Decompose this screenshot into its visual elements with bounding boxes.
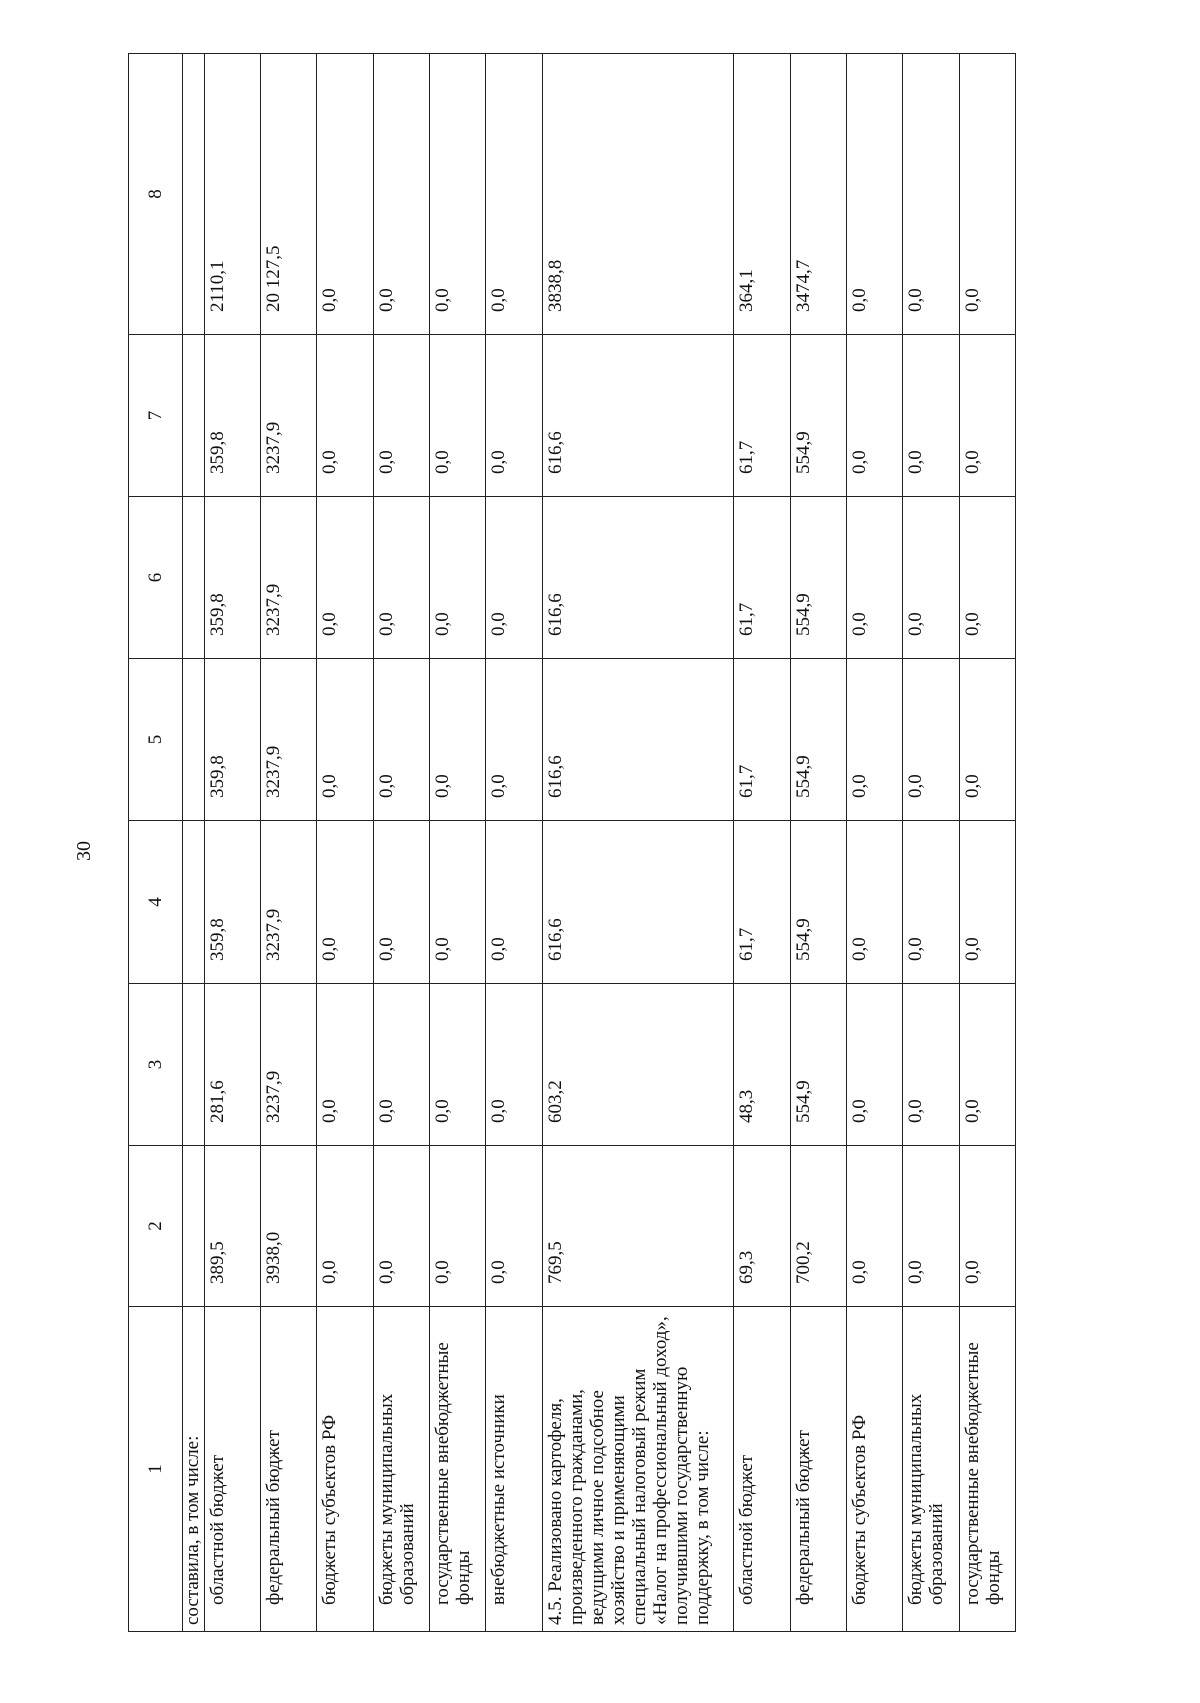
row-label: бюджеты субъектов РФ <box>846 1307 902 1632</box>
value-cell: 0,0 <box>903 1146 959 1307</box>
row-label: государственные внебюджетные фонды <box>959 1307 1015 1632</box>
row-label: бюджеты субъектов РФ <box>317 1307 373 1632</box>
row-label: государственные внебюджетные фонды <box>430 1307 486 1632</box>
value-cell: 616,6 <box>542 497 734 659</box>
value-cell: 61,7 <box>734 821 790 984</box>
header-cell: 7 <box>129 335 183 497</box>
value-cell: 0,0 <box>430 54 486 335</box>
value-cell: 0,0 <box>486 497 542 659</box>
value-cell: 0,0 <box>317 497 373 659</box>
value-cell: 2110,1 <box>204 54 260 335</box>
value-cell: 0,0 <box>959 335 1015 497</box>
table-row <box>373 54 429 1632</box>
value-cell: 0,0 <box>903 821 959 984</box>
table-row <box>261 54 317 1632</box>
value-cell: 0,0 <box>903 659 959 821</box>
table-row <box>430 54 486 1632</box>
budget-table <box>128 53 1016 1632</box>
value-cell: 48,3 <box>734 984 790 1146</box>
value-cell: 554,9 <box>790 659 846 821</box>
value-cell: 281,6 <box>204 984 260 1146</box>
value-cell: 69,3 <box>734 1146 790 1307</box>
row-label: федеральный бюджет <box>790 1307 846 1632</box>
table-row <box>903 54 959 1632</box>
value-cell: 0,0 <box>317 335 373 497</box>
value-cell: 0,0 <box>486 984 542 1146</box>
value-cell: 0,0 <box>846 659 902 821</box>
value-cell: 3237,9 <box>261 497 317 659</box>
value-cell: 0,0 <box>430 659 486 821</box>
row-label: составила, в том числе: <box>183 1307 205 1632</box>
header-cell: 3 <box>129 984 183 1146</box>
row-label: внебюджетные источники <box>486 1307 542 1632</box>
value-cell: 389,5 <box>204 1146 260 1307</box>
table-row <box>486 54 542 1632</box>
table-row <box>846 54 902 1632</box>
value-cell: 0,0 <box>373 659 429 821</box>
value-cell: 616,6 <box>542 659 734 821</box>
header-cell: 4 <box>129 821 183 984</box>
value-cell: 0,0 <box>486 335 542 497</box>
value-cell: 0,0 <box>959 54 1015 335</box>
value-cell: 0,0 <box>430 821 486 984</box>
value-cell: 61,7 <box>734 497 790 659</box>
value-cell: 554,9 <box>790 984 846 1146</box>
row-label: федеральный бюджет <box>261 1307 317 1632</box>
value-cell: 554,9 <box>790 497 846 659</box>
value-cell: 0,0 <box>846 497 902 659</box>
value-cell: 0,0 <box>430 497 486 659</box>
table-row <box>542 54 734 1632</box>
value-cell: 0,0 <box>486 1146 542 1307</box>
value-cell: 0,0 <box>846 984 902 1146</box>
value-cell: 0,0 <box>317 821 373 984</box>
value-cell: 0,0 <box>317 659 373 821</box>
value-cell: 3237,9 <box>261 821 317 984</box>
value-cell: 0,0 <box>373 1146 429 1307</box>
value-cell: 0,0 <box>846 1146 902 1307</box>
value-cell: 3237,9 <box>261 984 317 1146</box>
value-cell: 0,0 <box>373 335 429 497</box>
value-cell <box>183 497 205 659</box>
row-label: бюджеты муниципальных образований <box>373 1307 429 1632</box>
value-cell <box>183 1146 205 1307</box>
value-cell <box>183 984 205 1146</box>
value-cell: 0,0 <box>373 821 429 984</box>
value-cell: 3938,0 <box>261 1146 317 1307</box>
header-cell: 6 <box>129 497 183 659</box>
value-cell: 0,0 <box>903 984 959 1146</box>
value-cell: 0,0 <box>959 984 1015 1146</box>
header-cell: 1 <box>129 1307 183 1632</box>
value-cell: 603,2 <box>542 984 734 1146</box>
header-cell: 2 <box>129 1146 183 1307</box>
value-cell: 616,6 <box>542 335 734 497</box>
row-label: областной бюджет <box>204 1307 260 1632</box>
value-cell: 61,7 <box>734 335 790 497</box>
value-cell: 0,0 <box>373 984 429 1146</box>
value-cell: 0,0 <box>903 335 959 497</box>
value-cell: 0,0 <box>959 821 1015 984</box>
value-cell: 3237,9 <box>261 659 317 821</box>
table-row <box>790 54 846 1632</box>
header-cell: 5 <box>129 659 183 821</box>
value-cell: 359,8 <box>204 659 260 821</box>
value-cell: 0,0 <box>373 497 429 659</box>
value-cell: 616,6 <box>542 821 734 984</box>
value-cell: 0,0 <box>486 821 542 984</box>
value-cell: 769,5 <box>542 1146 734 1307</box>
value-cell: 554,9 <box>790 335 846 497</box>
value-cell: 20 127,5 <box>261 54 317 335</box>
header-row <box>129 54 183 1632</box>
value-cell: 554,9 <box>790 821 846 984</box>
value-cell <box>183 659 205 821</box>
header-cell: 8 <box>129 54 183 335</box>
row-label: областной бюджет <box>734 1307 790 1632</box>
value-cell: 0,0 <box>486 659 542 821</box>
value-cell: 0,0 <box>959 659 1015 821</box>
page-number: 30 <box>73 841 95 861</box>
value-cell: 0,0 <box>959 1146 1015 1307</box>
value-cell: 359,8 <box>204 497 260 659</box>
rotated-table-container <box>128 54 1016 1632</box>
table-row <box>959 54 1015 1632</box>
value-cell: 0,0 <box>317 1146 373 1307</box>
value-cell: 3838,8 <box>542 54 734 335</box>
table-row <box>183 54 205 1632</box>
table-row <box>204 54 260 1632</box>
row-label: бюджеты муниципальных образований <box>903 1307 959 1632</box>
value-cell: 0,0 <box>430 984 486 1146</box>
value-cell: 0,0 <box>903 497 959 659</box>
table-row <box>317 54 373 1632</box>
value-cell: 0,0 <box>846 335 902 497</box>
value-cell: 0,0 <box>430 335 486 497</box>
table-body <box>129 54 1016 1632</box>
value-cell: 700,2 <box>790 1146 846 1307</box>
row-label: 4.5. Реализовано картофеля, произведенного гражданами, ведущими личное подсобное хозяйство и применяющими специальный налоговый режим «Налог на профессиональный доход», получившими государственную поддержку, в том числе: <box>542 1307 734 1632</box>
value-cell <box>183 54 205 335</box>
table-row <box>734 54 790 1632</box>
value-cell: 0,0 <box>317 54 373 335</box>
value-cell <box>183 821 205 984</box>
value-cell: 3237,9 <box>261 335 317 497</box>
value-cell: 0,0 <box>846 54 902 335</box>
value-cell: 359,8 <box>204 821 260 984</box>
value-cell: 0,0 <box>486 54 542 335</box>
value-cell: 3474,7 <box>790 54 846 335</box>
value-cell: 61,7 <box>734 659 790 821</box>
value-cell: 0,0 <box>903 54 959 335</box>
value-cell: 0,0 <box>846 821 902 984</box>
value-cell: 359,8 <box>204 335 260 497</box>
value-cell: 0,0 <box>373 54 429 335</box>
value-cell: 0,0 <box>430 1146 486 1307</box>
value-cell: 0,0 <box>317 984 373 1146</box>
value-cell: 0,0 <box>959 497 1015 659</box>
value-cell: 364,1 <box>734 54 790 335</box>
value-cell <box>183 335 205 497</box>
